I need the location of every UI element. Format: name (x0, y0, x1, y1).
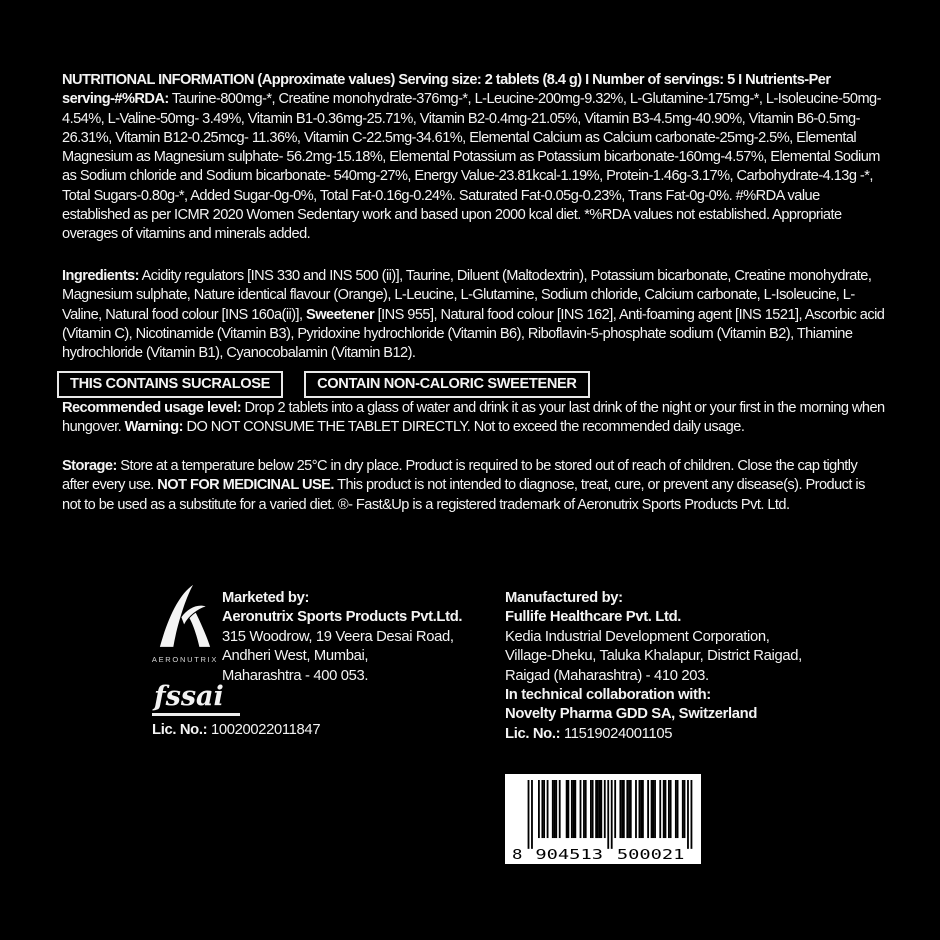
aeronutrix-a-mark (153, 584, 217, 654)
non-caloric-sweetener-claim-text: CONTAIN NON-CALORIC SWEETENER (317, 376, 577, 392)
storage-text-part1: Store at a temperature below 25°C in dry place. Product is required to be stored out of reach of children. Close the cap tightly after every use. (62, 458, 858, 494)
fssai-logo: fssai (152, 682, 240, 716)
collaboration-company: Novelty Pharma GDD SA, Switzerland (505, 706, 758, 723)
svg-text:8: 8 (512, 846, 523, 861)
storage-heading: Storage: (62, 458, 117, 474)
manufacturer-licence-line (505, 725, 802, 744)
manufactured-by-address-3: Raigad (Maharashtra) - 410 203. (505, 667, 709, 684)
manufactured-by-company: Fullife Healthcare Pvt. Ltd. (505, 609, 682, 626)
ingredients-list-part1: Acidity regulators [INS 330 and INS 500 (ii)], Taurine, Diluent (Maltodextrin), Potassium bicarbonate, Creatine monohydrate, Magnesium sulphate, Nature identical flavour (Orange), L-Leucine, L-Glutamine, Sodium chloride, Calcium carbonate, L-Isoleucine, L-Valine, Natural food colour [INS 160a(ii)], (62, 268, 872, 323)
usage-warning-text: DO NOT CONSUME THE TABLET DIRECTLY. Not to exceed the recommended daily usage. (182, 419, 745, 436)
ingredients-sweetener: Sweetener (306, 306, 375, 323)
ingredients-paragraph (62, 267, 885, 363)
usage-warning-label: Warning: (124, 419, 183, 436)
usage-text: Drop 2 tablets into a glass of water and drink it as your last drink of the night or your first in the morning when hungover. (62, 400, 885, 436)
ingredients-heading: Ingredients: (62, 268, 139, 284)
svg-text:500021: 500021 (616, 846, 685, 861)
manufacturer-licence-number: 11519024001105 (560, 725, 673, 742)
aeronutrix-brand-name: AERONUTRIX (151, 655, 219, 664)
barcode-bars (512, 780, 694, 861)
marketed-by-title: Marketed by: (222, 590, 310, 606)
barcode (505, 774, 701, 864)
non-caloric-sweetener-claim-box (304, 371, 590, 398)
manufactured-by-block (505, 589, 802, 744)
usage-paragraph (62, 399, 885, 438)
manufactured-by-address-1: Kedia Industrial Development Corporation, (505, 628, 770, 645)
ingredients-list-part2: [INS 955], Natural food colour [INS 162], Anti-foaming agent [INS 1521], Ascorbic acid (Vitamin C), Nicotinamide (Vitamin B3), Pyridoxine hydrochloride (Vitamin B6), Riboflavin-5-phosphate sodium (Vitamin B2), Thiamine hydrochloride (Vitamin B1), Cyanocobalamin (Vitamin B12). (62, 306, 885, 362)
marketed-by-company: Aeronutrix Sports Products Pvt.Ltd. (222, 609, 463, 626)
marketed-by-address-1: 315 Woodrow, 19 Veera Desai Road, (222, 628, 454, 645)
fssai-licence-line (152, 722, 320, 738)
sucralose-claim-box (57, 371, 283, 398)
sucralose-claim-text: THIS CONTAINS SUCRALOSE (70, 376, 271, 392)
nutritional-information-heading: NUTRITIONAL INFORMATION (Approximate values) Serving size: 2 tablets (8.4 g) I Number of servings: 5 I Nutrients-Per serving-#%RDA: (62, 72, 831, 108)
manufacturer-licence-label: Lic. No.: (505, 725, 561, 742)
marketed-by-block (222, 589, 462, 686)
collaboration-title: In technical collaboration with: (505, 687, 711, 704)
usage-heading: Recommended usage level: (62, 400, 242, 416)
claim-boxes (57, 371, 590, 398)
storage-not-medicinal: NOT FOR MEDICINAL USE. (157, 477, 334, 494)
manufactured-by-address-2: Village-Dheku, Taluka Khalapur, District Raigad, (505, 648, 802, 665)
nutritional-information-values: Taurine-800mg-*, Creatine monohydrate-376mg-*, L-Leucine-200mg-9.32%, L-Glutamine-175mg-*, L-Isoleucine-50mg-4.54%, L-Valine-50mg- 3.49%, Vitamin B1-0.36mg-25.71%, Vitamin B2-0.4mg-21.05%, Vitamin B3-4.5mg-40.90%, Vitamin B6-0.5mg-26.31%, Vitamin B12-0.25mcg- 11.36%, Vitamin C-22.5mg-34.61%, Elemental Calcium as Calcium carbonate-25mg-2.5%, Elemental Magnesium as Magnesium sulphate- 56.2mg-15.18%, Elemental Potassium as Potassium bicarbonate-160mg-4.57%, Elemental Sodium as Sodium chloride and Sodium bicarbonate- 540mg-27%, Energy Value-23.81kcal-1.19%, Protein-1.46g-3.17%, Carbohydrate-4.13g -*, Total Sugars-0.80g-*, Added Sugar-0g-0%, Total Fat-0.16g-0.24%. Saturated Fat-0.05g-0.23%, Trans Fat-0g-0%. #%RDA value established as per ICMR 2020 Women Sedentary work and based upon 2000 kcal diet. *%RDA values not established. Appropriate overages of vitamins and minerals added. (62, 91, 881, 243)
svg-text:904513: 904513 (535, 846, 603, 861)
aeronutrix-logo (148, 584, 222, 664)
nutritional-information-paragraph (62, 71, 885, 245)
marketed-by-address-2: Andheri West, Mumbai, (222, 648, 369, 665)
storage-text-part2: This product is not intended to diagnose, treat, cure, or prevent any disease(s). Product is not to be used as a substitute for a varied diet. ®- Fast&Up is a registered trademark of Aeronutrix Sports Products Pvt. Ltd. (62, 477, 865, 513)
storage-paragraph (62, 457, 885, 515)
marketed-by-address-3: Maharashtra - 400 053. (222, 667, 369, 684)
manufactured-by-title: Manufactured by: (505, 590, 623, 606)
fssai-block (152, 682, 320, 738)
fssai-licence-label: Lic. No.: (152, 722, 208, 738)
fssai-licence-number: 10020022011847 (207, 722, 321, 738)
